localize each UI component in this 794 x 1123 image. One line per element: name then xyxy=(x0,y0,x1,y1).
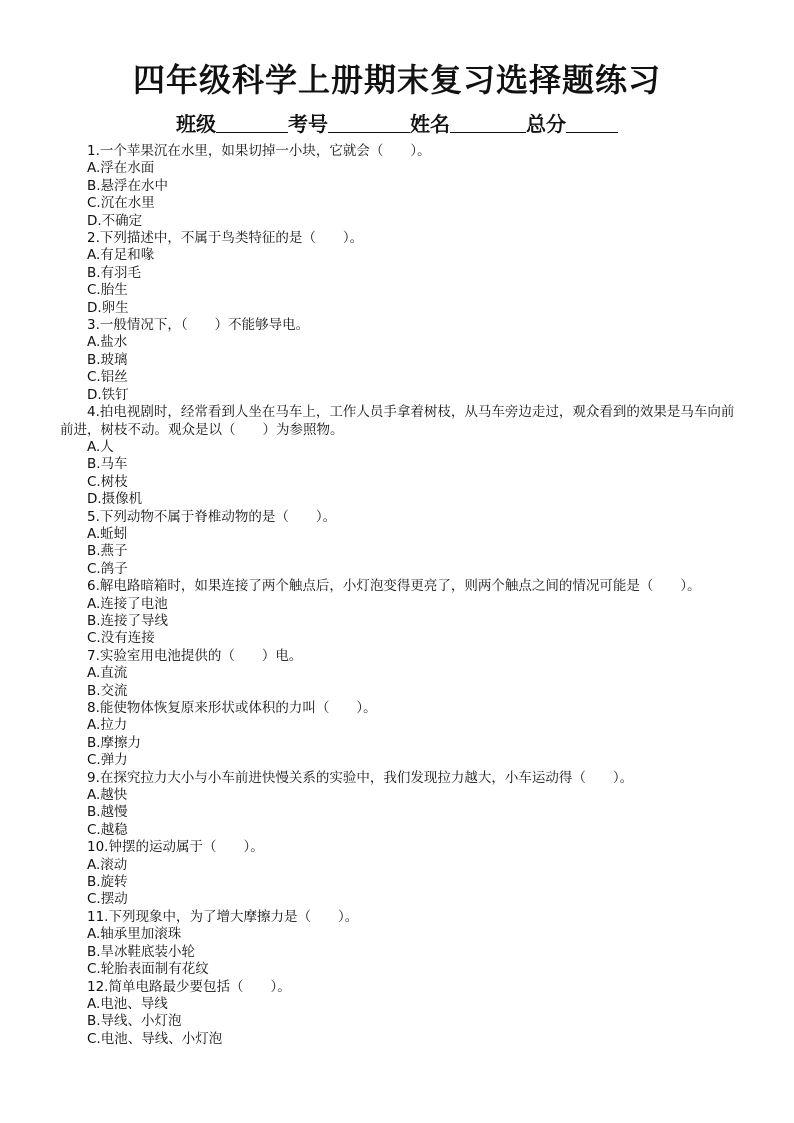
score-label: 总分 xyxy=(526,112,566,136)
option-a: A.有足和喙 xyxy=(87,247,155,264)
question-3 xyxy=(60,317,736,404)
question-7 xyxy=(60,648,736,700)
question-12 xyxy=(60,979,736,1049)
question-stem: 4.拍电视剧时，经常看到人坐在马车上，工作人员手拿着树枝，从马车旁边走过，观众看到的效果是马车向前前进，树枝不动。观众是以（ ）为参照物。 xyxy=(60,404,735,438)
option-c: C.树枝 xyxy=(87,473,128,490)
option-d: D.不确定 xyxy=(87,212,143,229)
option-c: C.胎生 xyxy=(87,282,128,299)
class-blank xyxy=(216,112,288,133)
question-stem: 8.能使物体恢复原来形状或体积的力叫（ ）。 xyxy=(87,700,377,716)
option-b: B.旋转 xyxy=(87,874,128,891)
option-a: A.连接了电池 xyxy=(87,595,168,612)
question-stem: 9.在探究拉力大小与小车前进快慢关系的实验中，我们发现拉力越大，小车运动得（ ）。 xyxy=(87,769,634,786)
option-a: A.拉力 xyxy=(87,717,128,734)
option-c: C.铝丝 xyxy=(87,369,128,386)
student-info-line xyxy=(0,110,794,138)
option-d: D.卵生 xyxy=(87,299,129,316)
exam-no-blank xyxy=(328,112,410,133)
option-b: B.旱冰鞋底装小轮 xyxy=(87,943,196,960)
name-label: 姓名 xyxy=(410,112,450,136)
question-stem: 6.解电路暗箱时，如果连接了两个触点后，小灯泡变得更亮了，则两个触点之间的情况可能是（ ）。 xyxy=(87,578,701,595)
question-stem: 7.实验室用电池提供的（ ）电。 xyxy=(87,647,303,664)
question-stem: 3.一般情况下，（ ）不能够导电。 xyxy=(87,317,310,334)
option-a: A.直流 xyxy=(87,665,128,682)
option-d: D.摄像机 xyxy=(87,491,143,508)
option-b: B.马车 xyxy=(87,456,128,473)
option-a: A.浮在水面 xyxy=(87,160,155,177)
option-c: C.鸽子 xyxy=(87,560,128,577)
option-c: C.弹力 xyxy=(87,752,128,769)
question-4 xyxy=(60,404,736,508)
option-a: A.人 xyxy=(87,438,114,455)
question-5 xyxy=(60,509,736,579)
exam-no-label: 考号 xyxy=(288,112,328,136)
question-stem: 11.下列现象中，为了增大摩擦力是（ ）。 xyxy=(87,908,359,925)
option-b: B.连接了导线 xyxy=(87,612,169,629)
option-d: D.铁钉 xyxy=(87,386,129,403)
option-b: B.燕子 xyxy=(87,543,128,560)
question-stem: 10.钟摆的运动属于（ ）。 xyxy=(87,839,264,856)
question-stem: 12.简单电路最少要包括（ ）。 xyxy=(87,978,291,995)
option-b: B.有羽毛 xyxy=(87,264,142,281)
option-a: A.轴承里加滚珠 xyxy=(87,926,182,943)
question-stem: 5.下列动物不属于脊椎动物的是（ ）。 xyxy=(87,508,337,525)
option-a: A.越快 xyxy=(87,787,128,804)
option-c: C.轮胎表面制有花纹 xyxy=(87,961,209,978)
question-11 xyxy=(60,909,736,979)
question-stem: 1.一个苹果沉在水里，如果切掉一小块，它就会（ ）。 xyxy=(87,143,431,159)
option-c: C.沉在水里 xyxy=(87,195,155,212)
option-a: A.电池、导线 xyxy=(87,995,168,1012)
option-c: C.摆动 xyxy=(87,891,128,908)
option-a: A.盐水 xyxy=(87,334,128,351)
question-6 xyxy=(60,578,736,648)
question-10 xyxy=(60,839,736,909)
score-blank xyxy=(566,112,618,133)
question-list xyxy=(60,143,736,1048)
class-label: 班级 xyxy=(176,112,216,136)
question-stem: 2.下列描述中，不属于鸟类特征的是（ ）。 xyxy=(87,230,364,247)
option-b: B.导线、小灯泡 xyxy=(87,1013,182,1030)
option-b: B.摩擦力 xyxy=(87,734,142,751)
option-c: C.越稳 xyxy=(87,821,128,838)
option-b: B.交流 xyxy=(87,682,128,699)
option-a: A.滚动 xyxy=(87,856,128,873)
option-b: B.越慢 xyxy=(87,804,128,821)
option-a: A.蚯蚓 xyxy=(87,525,128,542)
option-b: B.玻璃 xyxy=(87,351,128,368)
question-2 xyxy=(60,230,736,317)
option-b: B.悬浮在水中 xyxy=(87,177,169,194)
question-9 xyxy=(60,770,736,840)
name-blank xyxy=(450,112,526,133)
option-c: C.电池、导线、小灯泡 xyxy=(87,1030,223,1047)
worksheet-title: 四年级科学上册期末复习选择题练习 xyxy=(132,61,661,99)
question-8 xyxy=(60,700,736,770)
question-1 xyxy=(60,143,736,230)
option-c: C.没有连接 xyxy=(87,630,155,647)
